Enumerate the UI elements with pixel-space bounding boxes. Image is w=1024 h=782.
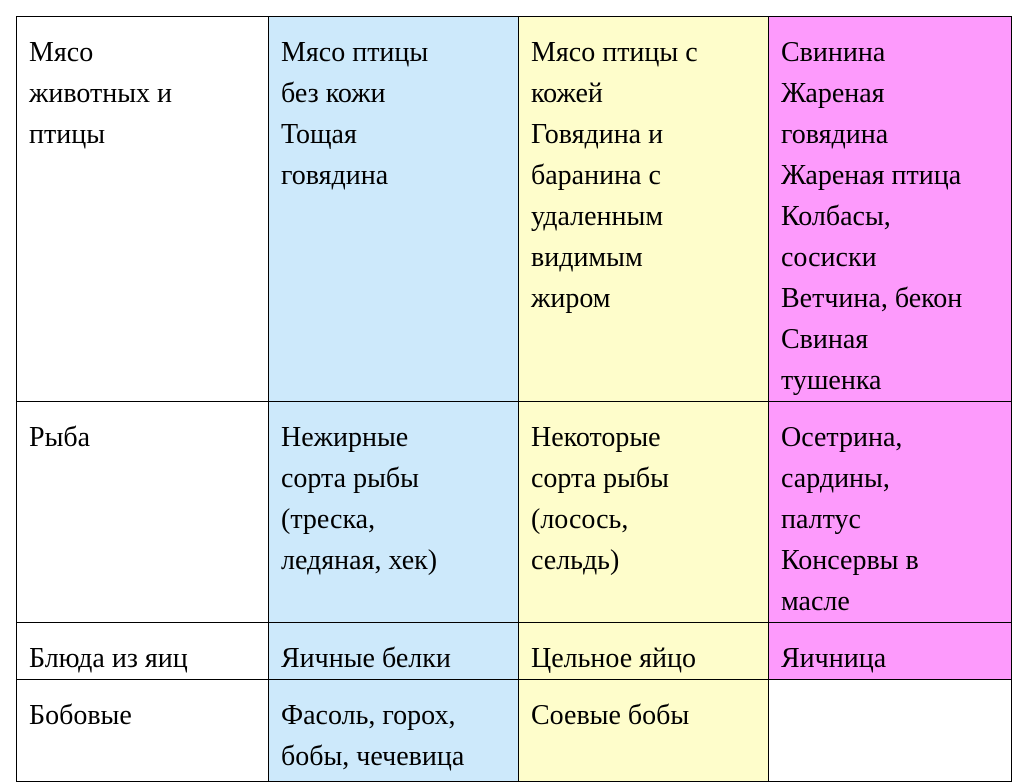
table-cell: Фасоль, горох, бобы, чечевица — [269, 680, 519, 782]
table-row-fish — [17, 402, 1012, 623]
table-cell: Свинина Жареная говядина Жареная птица Колбасы, сосиски Ветчина, бекон Свиная тушенка — [769, 17, 1012, 402]
food-table — [16, 16, 1012, 782]
table-cell: Яичные белки — [269, 623, 519, 680]
category-cell: Блюда из яиц — [17, 623, 269, 680]
table-cell: Мясо птицы без кожи Тощая говядина — [269, 17, 519, 402]
table-cell: Цельное яйцо — [519, 623, 769, 680]
category-cell: Рыба — [17, 402, 269, 623]
table-row-eggs — [17, 623, 1012, 680]
table-cell: Мясо птицы с кожей Говядина и баранина с удаленным видимым жиром — [519, 17, 769, 402]
table-cell: Яичница — [769, 623, 1012, 680]
table-cell: Нежирные сорта рыбы (треска, ледяная, хек) — [269, 402, 519, 623]
table-cell: Соевые бобы — [519, 680, 769, 782]
table-cell: Осетрина, сардины, палтус Консервы в масле — [769, 402, 1012, 623]
table-row-legumes — [17, 680, 1012, 782]
table-cell: Некоторые сорта рыбы (лосось, сельдь) — [519, 402, 769, 623]
table-row-meat — [17, 17, 1012, 402]
category-cell: Мясо животных и птицы — [17, 17, 269, 402]
empty-cell — [769, 680, 1012, 782]
category-cell: Бобовые — [17, 680, 269, 782]
